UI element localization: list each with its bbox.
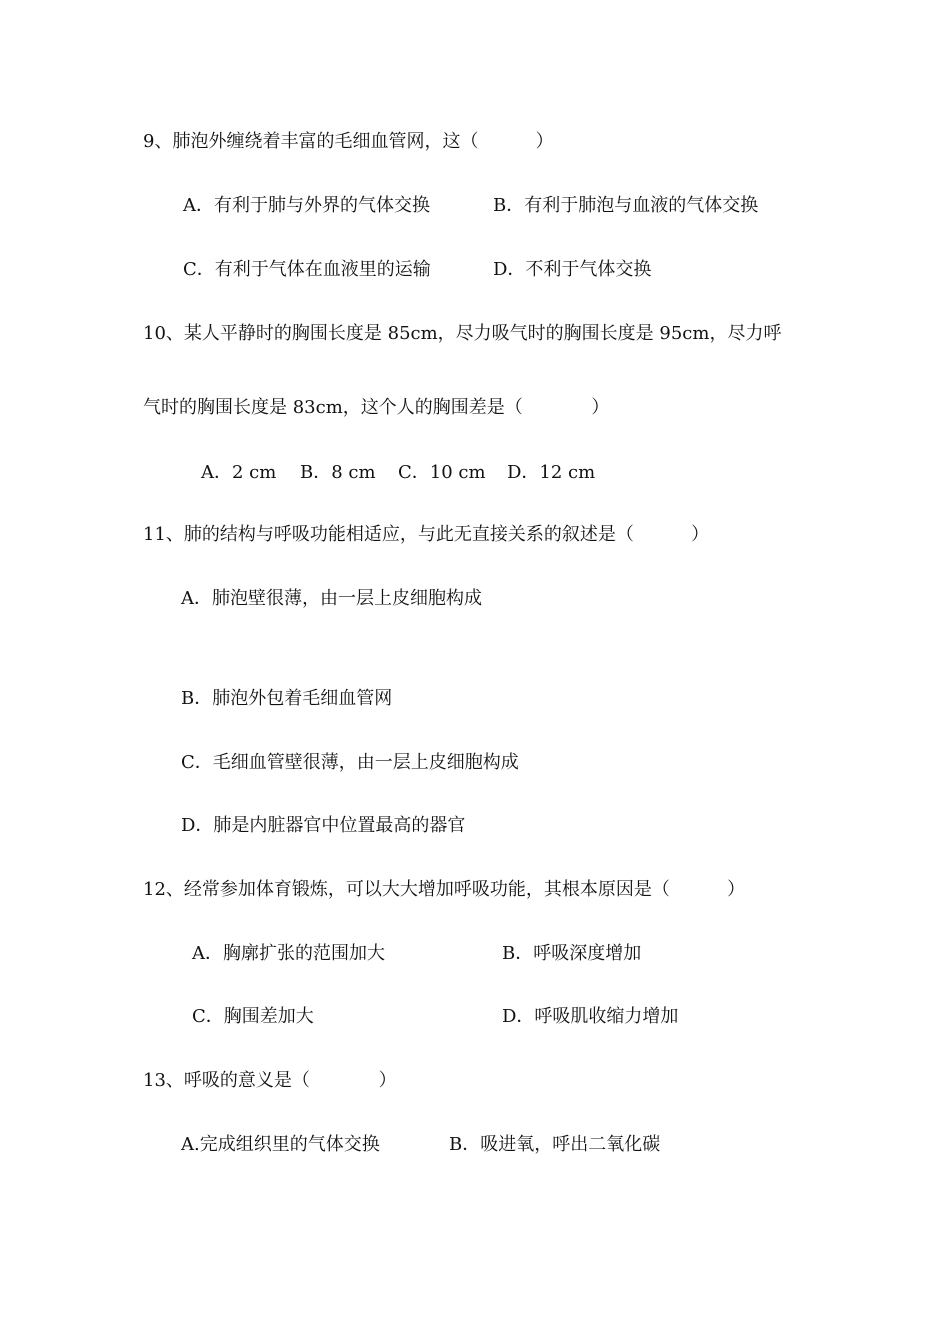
question-13-option-a: A.完成组织里的气体交换 xyxy=(181,1134,380,1155)
question-10-option-b: B．8 cm xyxy=(300,462,376,483)
question-11-option-b: B．肺泡外包着毛细血管网 xyxy=(181,688,393,709)
question-12-option-d: D．呼吸肌收缩力增加 xyxy=(502,1006,679,1027)
question-11-option-c: C．毛细血管壁很薄，由一层上皮细胞构成 xyxy=(181,752,519,773)
question-13-stem: 13、呼吸的意义是（ ） xyxy=(143,1070,397,1091)
question-9-option-c: C．有利于气体在血液里的运输 xyxy=(183,259,431,280)
question-11-option-a: A．肺泡壁很薄，由一层上皮细胞构成 xyxy=(181,588,482,609)
question-12-option-b: B．呼吸深度增加 xyxy=(502,943,642,964)
question-12-stem: 12、经常参加体育锻炼，可以大大增加呼吸功能，其根本原因是（ ） xyxy=(143,879,746,900)
question-9-option-b: B．有利于肺泡与血液的气体交换 xyxy=(493,195,759,216)
question-11-option-d: D．肺是内脏器官中位置最高的器官 xyxy=(181,815,466,836)
question-9-stem: 9、肺泡外缠绕着丰富的毛细血管网，这（ ） xyxy=(143,131,554,152)
question-10-option-c: C．10 cm xyxy=(398,462,486,483)
question-12-option-c: C．胸围差加大 xyxy=(192,1006,314,1027)
question-9-option-a: A．有利于肺与外界的气体交换 xyxy=(183,195,430,216)
question-12-option-a: A．胸廓扩张的范围加大 xyxy=(192,943,385,964)
question-9-option-d: D．不利于气体交换 xyxy=(493,259,652,280)
question-10-option-a: A．2 cm xyxy=(201,462,277,483)
question-11-stem: 11、肺的结构与呼吸功能相适应，与此无直接关系的叙述是（ ） xyxy=(143,524,710,545)
question-10-stem-line-2: 气时的胸围长度是 83cm，这个人的胸围差是（ ） xyxy=(143,397,610,418)
question-13-option-b: B．吸进氧，呼出二氧化碳 xyxy=(449,1134,661,1155)
question-10-stem-line-1: 10、某人平静时的胸围长度是 85cm，尽力吸气时的胸围长度是 95cm，尽力呼 xyxy=(143,323,782,344)
question-10-option-d: D．12 cm xyxy=(507,462,596,483)
